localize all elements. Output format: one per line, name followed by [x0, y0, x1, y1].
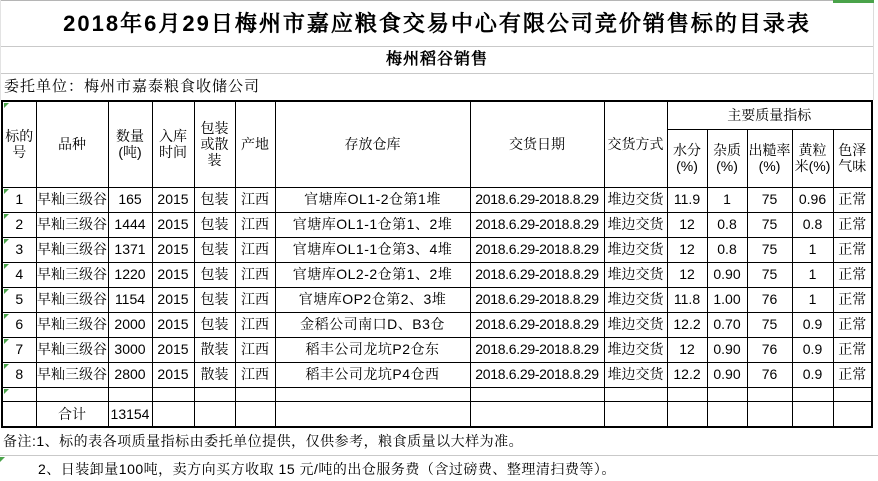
consignor-line: 委托单位：梅州市嘉泰粮食收储公司 — [4, 78, 261, 95]
table-row — [2, 312, 872, 337]
cell-col-8: 堆边交货 — [604, 212, 667, 237]
cell-col-6: 官塘库OL1-1仓第1、2堆 — [275, 212, 470, 237]
remark-line-2 — [0, 456, 878, 481]
cell-col-8: 堆边交货 — [604, 337, 667, 362]
cell-col-12: 0.9 — [792, 337, 833, 362]
cell-col-10: 0.8 — [707, 212, 747, 237]
cell-col-3: 2015 — [152, 262, 194, 287]
cell-col-11: 75 — [747, 187, 792, 212]
table-row — [2, 187, 872, 212]
cell-col-3: 2015 — [152, 362, 194, 387]
cell-col-8: 堆边交货 — [604, 362, 667, 387]
cell-col-4: 包装 — [194, 287, 235, 312]
cell-col-9: 12 — [667, 212, 707, 237]
cell-col-5: 江西 — [235, 337, 275, 362]
cell-col-10: 0.90 — [707, 262, 747, 287]
cell-col-9: 12.2 — [667, 362, 707, 387]
cell-col-5: 江西 — [235, 262, 275, 287]
cell-col-8: 堆边交货 — [604, 237, 667, 262]
page-subtitle: 梅州稻谷销售 — [1, 47, 873, 74]
cell-col-2: 2000 — [108, 312, 152, 337]
cell-col-3: 2015 — [152, 312, 194, 337]
page-title: 2018年6月29日梅州市嘉应粮食交易中心有限公司竞价销售标的目录表 — [1, 0, 873, 47]
cell-col-5: 江西 — [235, 362, 275, 387]
cell-col-1: 早籼三级谷 — [36, 262, 108, 287]
cell-col-6: 金稻公司南口D、B3仓 — [275, 312, 470, 337]
table-row — [2, 237, 872, 262]
cell-col-10: 0.8 — [707, 237, 747, 262]
cell-col-8: 堆边交货 — [604, 312, 667, 337]
catalog-table-body — [2, 187, 872, 387]
cell-col-9: 12.2 — [667, 312, 707, 337]
cell-col-6: 官塘库OL1-2仓第1堆 — [275, 187, 470, 212]
cell-col-12: 0.9 — [792, 362, 833, 387]
total-quantity: 13154 — [108, 401, 152, 427]
remark-line-2-text: 2、日装卸量100吨，卖方向买方收取 15 元/吨的出仓服务费（含过磅费、整理清扫费等）。 — [38, 461, 616, 477]
header-storage-date: 入库时间 — [152, 101, 194, 187]
cell-col-3: 2015 — [152, 287, 194, 312]
cell-col-0: 2 — [2, 212, 36, 237]
header-moisture: 水分(%) — [667, 129, 707, 187]
total-row — [2, 401, 872, 427]
cell-col-2: 3000 — [108, 337, 152, 362]
cell-col-0: 5 — [2, 287, 36, 312]
cell-col-8: 堆边交货 — [604, 262, 667, 287]
cell-col-11: 75 — [747, 312, 792, 337]
cell-col-7: 2018.6.29-2018.8.29 — [470, 212, 604, 237]
cell-col-0: 8 — [2, 362, 36, 387]
cell-col-1: 早籼三级谷 — [36, 287, 108, 312]
cell-col-13: 正常 — [833, 237, 872, 262]
cell-col-0: 3 — [2, 237, 36, 262]
header-band — [0, 0, 874, 100]
cell-col-0: 1 — [2, 187, 36, 212]
cell-col-9: 11.8 — [667, 287, 707, 312]
cell-col-2: 1220 — [108, 262, 152, 287]
header-row-top — [2, 101, 872, 129]
table-row — [2, 212, 872, 237]
catalog-table — [1, 100, 873, 428]
cell-col-9: 11.9 — [667, 187, 707, 212]
cell-col-5: 江西 — [235, 237, 275, 262]
cell-col-4: 散装 — [194, 362, 235, 387]
cell-col-1: 早籼三级谷 — [36, 237, 108, 262]
cell-col-3: 2015 — [152, 212, 194, 237]
cell-col-13: 正常 — [833, 337, 872, 362]
header-delivery-method: 交货方式 — [604, 101, 667, 187]
cell-col-13: 正常 — [833, 187, 872, 212]
cell-col-2: 1371 — [108, 237, 152, 262]
cell-col-12: 1 — [792, 287, 833, 312]
cell-col-0: 6 — [2, 312, 36, 337]
cell-col-11: 76 — [747, 287, 792, 312]
error-flag-icon — [0, 457, 5, 462]
header-variety: 品种 — [36, 101, 108, 187]
cell-col-4: 包装 — [194, 187, 235, 212]
cell-col-12: 1 — [792, 262, 833, 287]
cell-col-1: 早籼三级谷 — [36, 187, 108, 212]
cell-col-11: 76 — [747, 337, 792, 362]
header-packing: 包装或散装 — [194, 101, 235, 187]
cell-col-7: 2018.6.29-2018.8.29 — [470, 312, 604, 337]
header-warehouse: 存放仓库 — [275, 101, 470, 187]
cell-col-8: 堆边交货 — [604, 287, 667, 312]
cell-col-12: 0.8 — [792, 212, 833, 237]
cell-col-11: 75 — [747, 212, 792, 237]
cell-col-7: 2018.6.29-2018.8.29 — [470, 362, 604, 387]
cell-col-4: 包装 — [194, 312, 235, 337]
header-delivery-date: 交货日期 — [470, 101, 604, 187]
cell-col-10: 0.90 — [707, 337, 747, 362]
cell-col-6: 官塘库OL1-1仓第3、4堆 — [275, 237, 470, 262]
cell-col-4: 包装 — [194, 262, 235, 287]
cell-col-5: 江西 — [235, 187, 275, 212]
cell-col-5: 江西 — [235, 312, 275, 337]
cell-col-10: 1 — [707, 187, 747, 212]
cell-col-7: 2018.6.29-2018.8.29 — [470, 237, 604, 262]
cell-col-2: 2800 — [108, 362, 152, 387]
cell-col-12: 0.96 — [792, 187, 833, 212]
table-row — [2, 362, 872, 387]
cell-col-13: 正常 — [833, 262, 872, 287]
cell-col-1: 早籼三级谷 — [36, 337, 108, 362]
cell-col-1: 早籼三级谷 — [36, 362, 108, 387]
spacer-row — [2, 387, 872, 401]
cell-empty — [2, 387, 36, 401]
cell-col-4: 包装 — [194, 237, 235, 262]
cell-col-1: 早籼三级谷 — [36, 212, 108, 237]
cell-col-11: 75 — [747, 237, 792, 262]
cell-col-3: 2015 — [152, 337, 194, 362]
cell-col-5: 江西 — [235, 287, 275, 312]
cell-col-13: 正常 — [833, 287, 872, 312]
cell-col-7: 2018.6.29-2018.8.29 — [470, 262, 604, 287]
header-yellow-rice: 黄粒米(%) — [792, 129, 833, 187]
cell-col-0: 4 — [2, 262, 36, 287]
cell-col-7: 2018.6.29-2018.8.29 — [470, 287, 604, 312]
table-row — [2, 337, 872, 362]
cell-col-6: 官塘库OL2-2仓第1、2堆 — [275, 262, 470, 287]
header-husk-rate: 出糙率(%) — [747, 129, 792, 187]
cell-col-3: 2015 — [152, 237, 194, 262]
cell-col-9: 12 — [667, 262, 707, 287]
cell-col-12: 0.9 — [792, 312, 833, 337]
cell-col-2: 165 — [108, 187, 152, 212]
cell-col-10: 0.70 — [707, 312, 747, 337]
cell-col-13: 正常 — [833, 212, 872, 237]
cell-col-0: 7 — [2, 337, 36, 362]
cell-col-13: 正常 — [833, 312, 872, 337]
header-quantity: 数量(吨) — [108, 101, 152, 187]
cell-col-11: 75 — [747, 262, 792, 287]
cell-col-6: 官塘库OP2仓第2、3堆 — [275, 287, 470, 312]
remark-line-1: 备注:1、标的表各项质量指标由委托单位提供，仅供参考，粮食质量以大样为准。 — [0, 428, 878, 456]
selection-highlight-bar — [833, 0, 874, 3]
cell-col-8: 堆边交货 — [604, 187, 667, 212]
cell-col-7: 2018.6.29-2018.8.29 — [470, 187, 604, 212]
cell-col-2: 1154 — [108, 287, 152, 312]
header-lot-no: 标的号 — [2, 101, 36, 187]
cell-col-6: 稻丰公司龙坑P4仓西 — [275, 362, 470, 387]
cell-col-12: 1 — [792, 237, 833, 262]
cell-col-6: 稻丰公司龙坑P2仓东 — [275, 337, 470, 362]
header-impurity: 杂质(%) — [707, 129, 747, 187]
total-label: 合计 — [36, 401, 108, 427]
cell-col-2: 1444 — [108, 212, 152, 237]
cell-col-7: 2018.6.29-2018.8.29 — [470, 337, 604, 362]
header-quality-group: 主要质量指标 — [667, 101, 872, 129]
cell-col-1: 早籼三级谷 — [36, 312, 108, 337]
cell-col-9: 12 — [667, 337, 707, 362]
cell-col-5: 江西 — [235, 212, 275, 237]
cell-col-3: 2015 — [152, 187, 194, 212]
table-row — [2, 262, 872, 287]
header-color-smell: 色泽气味 — [833, 129, 872, 187]
cell-col-4: 散装 — [194, 337, 235, 362]
cell-col-4: 包装 — [194, 212, 235, 237]
cell-col-10: 0.90 — [707, 362, 747, 387]
cell-col-9: 12 — [667, 237, 707, 262]
table-row — [2, 287, 872, 312]
cell-col-13: 正常 — [833, 362, 872, 387]
header-origin: 产地 — [235, 101, 275, 187]
cell-col-11: 76 — [747, 362, 792, 387]
cell-col-10: 1.00 — [707, 287, 747, 312]
